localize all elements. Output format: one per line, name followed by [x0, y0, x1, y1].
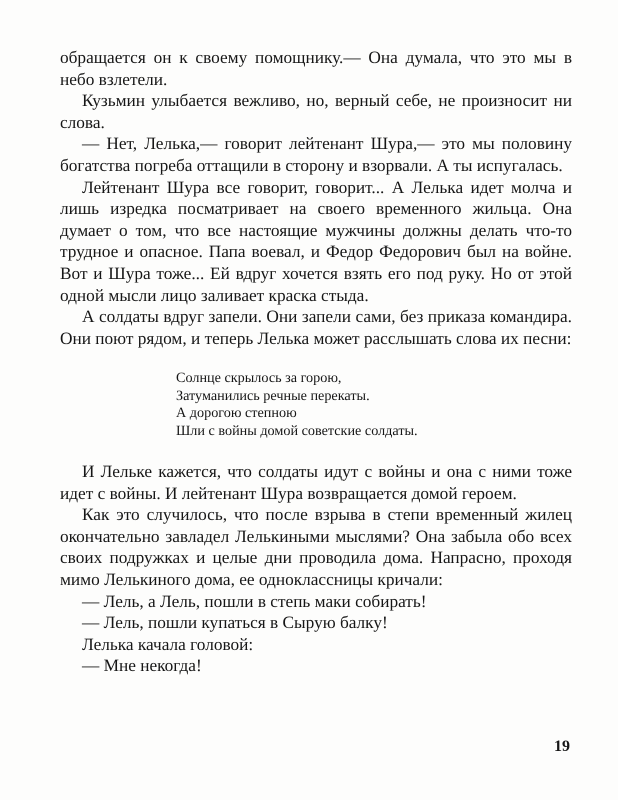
- page-text: [60, 47, 572, 677]
- paragraph-continuation: обращается он к своему помощнику.— Она думала, что это мы в небо взлетели.: [60, 48, 572, 89]
- paragraph-shura-talks: Лейтенант Шура все говорит, говорит... А Лелька идет молча и лишь изредка посматривает на своего временного жильца. Она думает о том, что все настоящие мужчины должны делать что-то трудное и опасное. Папа воевал, и Федор Федорович был на войне. Вот и Шура тоже... Ей вдруг хочется взять его под руку. Но от этой одной мысли лицо заливает краска стыда.: [60, 177, 572, 305]
- paragraph-how-it-happened: Как это случилось, что после взрыва в степи временный жилец окончательно завладел Лелькиными мыслями? Она забыла обо всех своих подружках и целые дни проводила дома. Напрасно, проходя мимо Лелькиного дома, ее одноклассницы кричали:: [60, 505, 572, 589]
- verse-line: А дорогою степною: [176, 405, 297, 422]
- dialogue-line: — Мне некогда!: [82, 656, 202, 676]
- paragraph-soldiers-sing: А солдаты вдруг запели. Они запели сами, без приказа командира. Они поют рядом, и теперь Лелька может расслышать слова их песни:: [60, 307, 572, 348]
- dialogue-line: — Лель, пошли купаться в Сырую балку!: [82, 613, 388, 633]
- verse-line: Шли с войны домой советские солдаты.: [176, 422, 418, 439]
- paragraph-lelka-shook-head: Лелька качала головой:: [82, 634, 254, 654]
- verse-line: Затуманились речные перекаты.: [176, 387, 370, 404]
- song-verse: [176, 370, 572, 440]
- dialogue-line: — Лель, а Лель, пошли в степь маки собирать!: [82, 591, 427, 611]
- page-number: 19: [554, 738, 570, 755]
- verse-line: Солнце скрылось за горою,: [176, 370, 342, 387]
- paragraph-shura-speech: — Нет, Лелька,— говорит лейтенант Шура,— это мы половину богатства погреба оттащили в сторону и взорвали. А ты испугалась.: [60, 134, 572, 175]
- paragraph-kuzmin: Кузьмин улыбается вежливо, но, верный себе, не произносит ни слова.: [60, 91, 572, 132]
- paragraph-lelka-feels: И Лельке кажется, что солдаты идут с войны и она с ними тоже идет с войны. И лейтенант Шура возвращается домой героем.: [60, 461, 572, 503]
